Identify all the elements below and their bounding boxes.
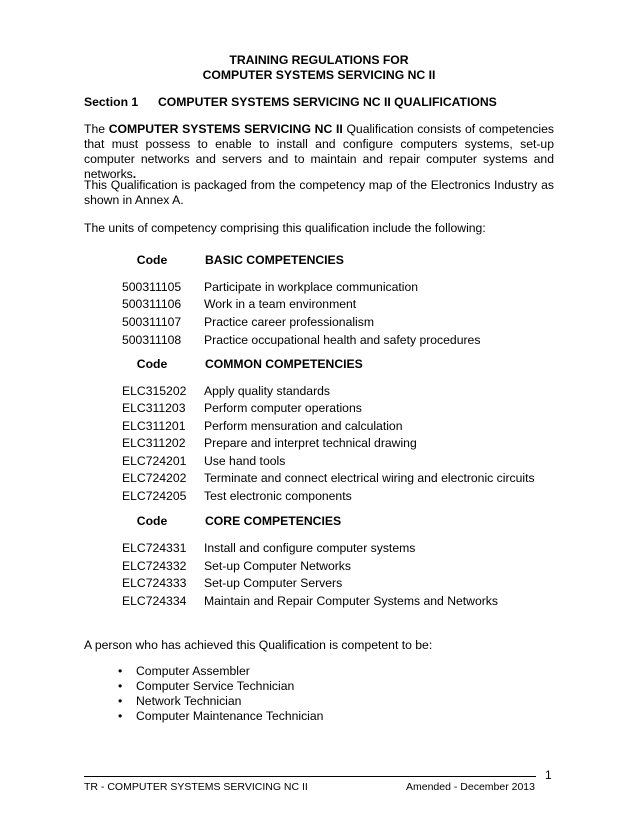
intro-prefix: The bbox=[84, 122, 109, 136]
bullet-icon: • bbox=[118, 694, 123, 708]
competency-title: Work in a team environment bbox=[204, 297, 357, 311]
page-number: 1 bbox=[545, 768, 552, 782]
qualification-name: COMPUTER SYSTEMS SERVICING NC II bbox=[108, 122, 343, 136]
units-paragraph: The units of competency comprising this qualification include the following: bbox=[84, 221, 486, 235]
section-title: COMPUTER SYSTEMS SERVICING NC II QUALIFICATIONS bbox=[158, 95, 497, 109]
competency-title: Set-up Computer Servers bbox=[204, 576, 343, 590]
section-number: Section 1 bbox=[84, 95, 139, 109]
competency-title: Practice career professionalism bbox=[204, 315, 375, 329]
code-column-header: Code bbox=[136, 357, 168, 371]
competency-title: Install and configure computer systems bbox=[204, 541, 416, 555]
competency-title: Terminate and connect electrical wiring and electronic circuits bbox=[204, 471, 535, 485]
competency-code: ELC724333 bbox=[122, 576, 187, 590]
competency-title: Participate in workplace communication bbox=[204, 280, 419, 294]
competency-code: 500311107 bbox=[122, 315, 182, 329]
competency-code: ELC724202 bbox=[122, 471, 187, 485]
bullet-icon: • bbox=[118, 709, 123, 723]
bullet-icon: • bbox=[118, 664, 123, 678]
document-title-line2: COMPUTER SYSTEMS SERVICING NC II bbox=[202, 68, 436, 82]
competency-code: ELC311202 bbox=[122, 436, 186, 450]
list-item-text: Computer Assembler bbox=[136, 664, 250, 678]
competency-code: 500311108 bbox=[122, 333, 182, 347]
competency-code: ELC724201 bbox=[122, 454, 187, 468]
basic-competencies-heading: BASIC COMPETENCIES bbox=[205, 253, 344, 267]
intro-period: . bbox=[132, 167, 137, 181]
competency-title: Perform computer operations bbox=[204, 401, 362, 415]
competency-title: Use hand tools bbox=[204, 454, 286, 468]
competency-code: ELC724205 bbox=[122, 489, 187, 503]
section-heading bbox=[84, 95, 497, 109]
competency-title: Apply quality standards bbox=[204, 384, 331, 398]
competency-code: 500311106 bbox=[122, 297, 182, 311]
competency-title: Set-up Computer Networks bbox=[204, 559, 351, 573]
competency-code: ELC724331 bbox=[122, 541, 187, 555]
competent-to-be-paragraph: A person who has achieved this Qualification is competent to be: bbox=[84, 638, 433, 652]
competency-code: ELC724332 bbox=[122, 559, 187, 573]
intro-paragraph bbox=[84, 122, 554, 182]
code-column-header: Code bbox=[136, 253, 168, 267]
core-competencies-heading: CORE COMPETENCIES bbox=[205, 514, 342, 528]
competency-code: ELC311203 bbox=[122, 401, 186, 415]
list-item-text: Computer Service Technician bbox=[136, 679, 295, 693]
list-item-text: Network Technician bbox=[136, 694, 242, 708]
bullet-icon: • bbox=[118, 679, 123, 693]
competency-code: ELC724334 bbox=[122, 594, 187, 608]
competency-title: Test electronic components bbox=[204, 489, 352, 503]
packaging-paragraph: This Qualification is packaged from the competency map of the Electronics Industry as shown in Annex A. bbox=[84, 178, 554, 207]
list-item-text: Computer Maintenance Technician bbox=[136, 709, 324, 723]
common-competencies-heading: COMMON COMPETENCIES bbox=[205, 357, 363, 371]
competency-title: Prepare and interpret technical drawing bbox=[204, 436, 417, 450]
competency-title: Perform mensuration and calculation bbox=[204, 419, 403, 433]
competency-title: Practice occupational health and safety procedures bbox=[204, 333, 481, 347]
competency-code: ELC315202 bbox=[122, 384, 187, 398]
footer-divider bbox=[84, 776, 536, 777]
competency-code: 500311105 bbox=[122, 280, 182, 294]
intro-rest: Qualification consists of competencies that must possess to enable to install and configure computers systems, set-up computer networks and servers and to maintain and repair computer systems and networks bbox=[84, 122, 555, 181]
competency-title: Maintain and Repair Computer Systems and Networks bbox=[204, 594, 498, 608]
footer-document-title: TR - COMPUTER SYSTEMS SERVICING NC II bbox=[84, 781, 308, 793]
footer-amendment-date: Amended - December 2013 bbox=[406, 781, 535, 793]
document-title-line1: TRAINING REGULATIONS FOR bbox=[229, 53, 409, 67]
code-column-header: Code bbox=[136, 514, 168, 528]
competency-code: ELC311201 bbox=[122, 419, 186, 433]
